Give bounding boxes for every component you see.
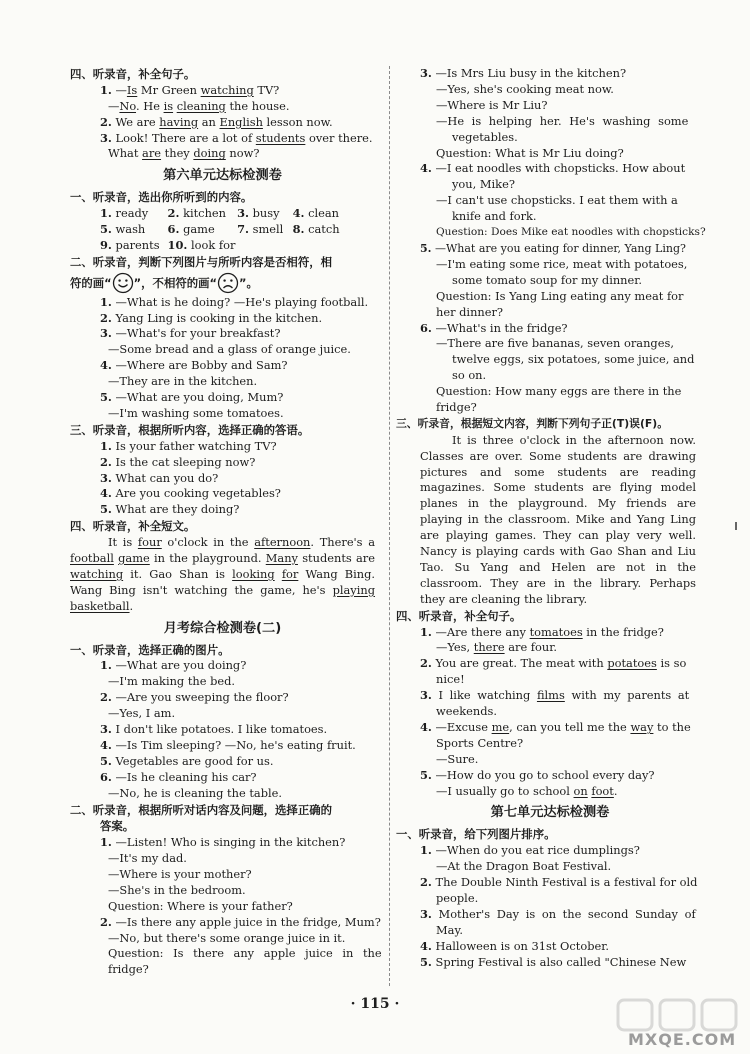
sentence-line: —No, but there's some orange juice in it. <box>108 930 346 945</box>
sentence-line: knife and fork. <box>452 209 537 224</box>
question-line: fridge? <box>436 400 477 415</box>
section-heading-cont: 答案。 <box>100 819 135 834</box>
sentence-line: —Sure. <box>436 751 479 766</box>
sentence-line: —She's in the bedroom. <box>108 882 246 897</box>
sentence-line: 5. —What are you eating for dinner, Yang Ling? <box>420 241 686 255</box>
question-line: Question: Is Yang Ling eating any meat for <box>436 288 684 303</box>
options-row: 1. ready 2. kitchen 3. busy 4. clean <box>100 206 340 221</box>
sentence-line: 5. What are they doing? <box>100 502 240 517</box>
sentence-line: —Yes, I am. <box>108 706 176 721</box>
sentence-line: —I usually go to school on foot. <box>436 783 618 798</box>
sentence-line: —At the Dragon Boat Festival. <box>436 859 612 874</box>
sentence-line: —Yes, there are four. <box>436 640 558 655</box>
section-heading: 四、听录音，补全短文。 <box>70 519 196 534</box>
sentence-line: 4. Halloween is on 31st October. <box>420 938 610 953</box>
sentence-line: May. <box>436 922 463 937</box>
sentence-line: 1. —Listen! Who is singing in the kitchen? <box>100 835 346 850</box>
sentence-line: 5. —What are you doing, Mum? <box>100 390 284 405</box>
sentence-line: 4. —I eat noodles with chopsticks. How about <box>420 161 686 176</box>
section-heading-cont: 符的画“ ”，不相符的画“ ”。 <box>70 271 375 295</box>
question-line: fridge? <box>108 962 149 977</box>
sentence-line: —I'm washing some tomatoes. <box>108 405 284 420</box>
sentence-line: 2. You are great. The meat with potatoes is so <box>420 656 687 671</box>
sentence-line: so on. <box>452 368 487 383</box>
sentence-line: 3. —What's for your breakfast? <box>100 326 281 341</box>
sentence-line: 1. —What is he doing? —He's playing football. <box>100 294 369 309</box>
sentence-line: —Where is Mr Liu? <box>436 97 548 112</box>
section-heading: 一、听录音，选择正确的图片。 <box>70 642 230 657</box>
options-row: 5. wash 6. game 7. smell 8. catch <box>100 222 340 237</box>
column-divider <box>389 66 390 986</box>
right-column <box>396 66 706 971</box>
sentence-line: 3. I like watching films with my parents at <box>420 688 690 703</box>
sentence-line: 6. —What's in the fridge? <box>420 320 568 335</box>
question-line: Question: What is Mr Liu doing? <box>436 145 624 160</box>
section-heading: 四、听录音，补全句子。 <box>396 608 522 623</box>
section-heading: 三、听录音，根据所听内容，选择正确的答语。 <box>70 422 310 437</box>
sentence-line: some tomato soup for my dinner. <box>452 272 643 287</box>
sentence-line: 1. —When do you eat rice dumplings? <box>420 843 640 858</box>
sentence-line: people. <box>436 890 479 905</box>
section-heading: 一、听录音，选出你所听到的内容。 <box>70 190 253 205</box>
sentence-line: 2. We are having an English lesson now. <box>100 114 333 129</box>
question-line: Question: Does Mike eat noodles with chopsticks? <box>436 226 706 239</box>
left-column <box>70 66 382 978</box>
sentence-line: you, Mike? <box>452 177 515 192</box>
sentence-line: 6. —Is he cleaning his car? <box>100 769 257 784</box>
sentence-line: —I'm eating some rice, meat with potatoes, <box>436 256 688 271</box>
unit-title: 第六单元达标检测卷 <box>163 168 282 184</box>
sentence-line: weekends. <box>436 704 497 719</box>
sentence-line: 1. Is your father watching TV? <box>100 438 277 453</box>
sentence-line: —I can't use chopsticks. I eat them with a <box>436 193 678 208</box>
section-heading: 二、听录音，根据所听对话内容及问题，选择正确的 <box>70 802 332 817</box>
sentence-line: 2. —Are you sweeping the floor? <box>100 690 289 705</box>
options-row: 9. parents 10. look for <box>100 237 236 252</box>
sentence-line: 3. I don't like potatoes. I like tomatoes. <box>100 721 328 736</box>
section-heading: 四、听录音，补全句子。 <box>70 67 196 81</box>
reading-paragraph: It is three o'clock in the afternoon now. Classes are over. Some students are drawing pictures and some students are reading magazines. Some students are flying model planes in the playground. My friends are playing in the classroom. Mike and Yang Ling are playing games. They can play very well. Nancy is playing cards with Gao Shan and Liu Tao. Su Yang and Helen are not in the classroom. They are in the library. Perhaps they are cleaning the library. <box>420 432 696 606</box>
section-heading: 三、听录音，根据短文内容，判断下列句子正(T)误(F)。 <box>396 416 669 430</box>
question-line: Question: Is there any apple juice in the <box>108 946 382 961</box>
sentence-line: 4. Are you cooking vegetables? <box>100 486 281 501</box>
sentence-line: vegetables. <box>452 129 518 144</box>
sentence-line: What are they doing now? <box>108 146 260 161</box>
sentence-line: —There are five bananas, seven oranges, <box>436 336 674 351</box>
sentence-line: 4. —Where are Bobby and Sam? <box>100 358 288 373</box>
sentence-line: 2. Yang Ling is cooking in the kitchen. <box>100 310 323 325</box>
sentence-line: 1. —Are there any tomatoes in the fridge? <box>420 624 664 639</box>
question-line: her dinner? <box>436 304 504 319</box>
sentence-line: 2. The Double Ninth Festival is a festival for old <box>420 875 698 890</box>
question-line: Question: How many eggs are there in the <box>436 384 682 399</box>
sentence-line: 2. Is the cat sleeping now? <box>100 454 256 469</box>
sentence-line: 1. —What are you doing? <box>100 658 247 673</box>
smiley-face-icon <box>112 272 134 294</box>
sentence-line: 3. Mother's Day is on the second Sunday of <box>420 906 696 921</box>
sentence-line: 4. —Is Tim sleeping? —No, he's eating fruit. <box>100 737 356 752</box>
sentence-line: —Where is your mother? <box>108 866 252 881</box>
sentence-line: —No, he is cleaning the table. <box>108 785 282 800</box>
sentence-line: Sports Centre? <box>436 735 524 750</box>
section-heading: 一、听录音，给下列图片排序。 <box>396 827 556 842</box>
unit-title: 第七单元达标检测卷 <box>490 805 610 821</box>
sentence-line: 3. Look! There are a lot of students over there. <box>100 130 373 145</box>
sentence-line: 5. Spring Festival is also called "Chinese New <box>420 954 687 969</box>
sentence-line: —No. He is cleaning the house. <box>108 98 290 113</box>
sentence-line: —I'm making the bed. <box>108 674 236 689</box>
sentence-line: nice! <box>436 672 465 687</box>
page-number: · 115 · <box>350 996 400 1012</box>
section-heading: 二、听录音，判断下列图片与所听内容是否相符，相 <box>70 254 332 269</box>
scan-mark <box>735 522 737 530</box>
sentence-line: —They are in the kitchen. <box>108 374 258 389</box>
sentence-line: —He is helping her. He's washing some <box>436 113 689 128</box>
sentence-line: —It's my dad. <box>108 851 187 865</box>
sentence-line: —Yes, she's cooking meat now. <box>436 81 614 96</box>
sentence-line: 1. —Is Mr Green watching TV? <box>100 82 280 97</box>
sentence-line: 5. —How do you go to school every day? <box>420 767 655 782</box>
sentence-line: —Some bread and a glass of orange juice. <box>108 342 351 357</box>
sentence-line: 3. What can you do? <box>100 470 219 485</box>
sentence-line: 2. —Is there any apple juice in the fridge, Mum? <box>100 914 381 929</box>
sad-face-icon <box>217 272 239 294</box>
watermark-text: MXQE.COM <box>628 1030 737 1049</box>
sentence-line: 5. Vegetables are good for us. <box>100 753 274 768</box>
exam-title: 月考综合检测卷(二) <box>163 620 282 636</box>
question-line: Question: Where is your father? <box>108 898 293 913</box>
sentence-line: 4. —Excuse me, can you tell me the way to the <box>420 719 691 734</box>
sentence-line: twelve eggs, six potatoes, some juice, and <box>452 352 695 367</box>
cloze-paragraph: It is four o'clock in the afternoon. There's a football game in the playground. Many students are watching it. Gao Shan is looking for Wang Bing. Wang Bing isn't watching the game, he's playing basketball. <box>70 535 376 613</box>
sentence-line: 3. —Is Mrs Liu busy in the kitchen? <box>420 66 627 80</box>
